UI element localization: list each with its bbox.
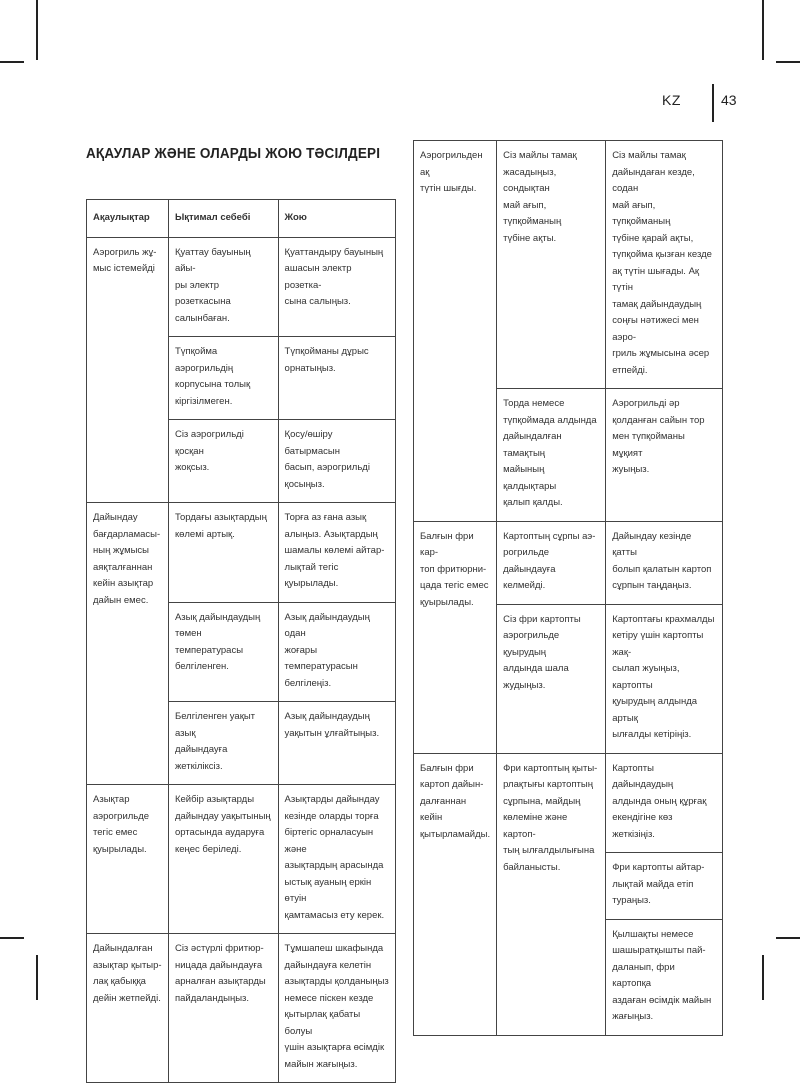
- problem-cell: Балғын фри картоп дайын- далғаннан кейін қытырламайды.: [414, 753, 497, 1035]
- cause-cell: Фри картоптың қыты- рлақтығы картоптың сұрпына, майдың көлеміне және картоп- тың ылғалдылығына байланысты.: [497, 753, 606, 1035]
- solution-cell: Азық дайындаудың одан жоғары температурасын белгілеңіз.: [278, 602, 395, 702]
- header-cause: Ықтимал себебі: [168, 200, 278, 238]
- table-row: [87, 785, 396, 934]
- solution-cell: Дайындау кезінде қатты болып қалатын картоп сұрпын таңдаңыз.: [606, 521, 723, 604]
- problem-cell: Аэрогрильден ақ түтін шығды.: [414, 141, 497, 522]
- table-row: [87, 237, 396, 337]
- solution-cell: Түпқойманы дұрыс орнатыңыз.: [278, 337, 395, 420]
- solution-cell: Азықтарды дайындау кезінде оларды торға біртегіс орналасуын және азықтардың арасында ыстық ауаның еркін өтуін қамтамасыз ету керек.: [278, 785, 395, 934]
- header-problem: Ақаулықтар: [87, 200, 169, 238]
- crop-mark: [762, 0, 764, 60]
- solution-cell: Торға аз ғана азық алыңыз. Азықтардың шамалы көлемі айтар- лықтай тегіс қуырылады.: [278, 503, 395, 603]
- solution-cell: Тұмшапеш шкафында дайындауға келетін азықтарды қолданыңыз немесе піскен кезде қытырлақ қабаты болуы үшін азықтарға өсімдік майын жағыңыз.: [278, 934, 395, 1083]
- problem-cell: Балғын фри кар- топ фритюрни- цада тегіс емес қуырылады.: [414, 521, 497, 753]
- problem-cell: Дайындау бағдарламасы- ның жұмысы аяқталғаннан кейін азықтар дайын емес.: [87, 503, 169, 785]
- table-header-row: [87, 200, 396, 238]
- problem-cell: Аэрогриль жұ- мыс істемейді: [87, 237, 169, 503]
- crop-mark: [776, 937, 800, 939]
- troubleshooting-table-right: [413, 140, 723, 1036]
- table-row: [414, 141, 723, 389]
- solution-cell: Азық дайындаудың уақытын ұлғайтыңыз.: [278, 702, 395, 785]
- problem-cell: Дайындалған азықтар қытыр- лақ қабыққа дейін жетпейді.: [87, 934, 169, 1083]
- cause-cell: Картоптың сұрпы аэ- рогрильде дайындауға келмейді.: [497, 521, 606, 604]
- language-code: KZ: [662, 92, 681, 108]
- cause-cell: Тордағы азықтардың көлемі артық.: [168, 503, 278, 603]
- crop-mark: [36, 955, 38, 1000]
- cause-cell: Сіз әстүрлі фритюр- ницада дайындауға арналған азықтарды пайдаландыңыз.: [168, 934, 278, 1083]
- crop-mark: [36, 0, 38, 60]
- table-row: [414, 753, 723, 853]
- table-row: [87, 503, 396, 603]
- cause-cell: Азық дайындаудың төмен температурасы белгіленген.: [168, 602, 278, 702]
- cause-cell: Түпқойма аэрогрильдің корпусына толық кіргізілмеген.: [168, 337, 278, 420]
- solution-cell: Қылшақты немесе шашыратқышты пай- даланып, фри картопқа аздаған өсімдік майын жағыңыз.: [606, 919, 723, 1035]
- cause-cell: Қуаттау бауының айы- ры электр розеткасына салынбаған.: [168, 237, 278, 337]
- crop-mark: [0, 61, 24, 63]
- page-number: 43: [721, 92, 737, 108]
- solution-cell: Картоптағы крахмалды кетіру үшін картопты жақ- сылап жуыңыз, картопты қуырудың алдында артық ылғалды кетіріңіз.: [606, 604, 723, 753]
- table-row: [414, 521, 723, 604]
- cause-cell: Сіз аэрогрильді қосқан жоқсыз.: [168, 420, 278, 503]
- cause-cell: Белгіленген уақыт азық дайындауға жеткіліксіз.: [168, 702, 278, 785]
- solution-cell: Картопты дайындаудың алдында оның құрғақ екендігіне көз жеткізіңіз.: [606, 753, 723, 853]
- cause-cell: Сіз фри картопты аэрогрильде қуырудың алдында шала жудыңыз.: [497, 604, 606, 753]
- solution-cell: Қуаттандыру бауының ашасын электр розетка- сына салыңыз.: [278, 237, 395, 337]
- crop-mark: [762, 955, 764, 1000]
- solution-cell: Аэрогрильді әр қолданған сайын тор мен түпқойманы мұқият жуыңыз.: [606, 389, 723, 522]
- troubleshooting-table-left: [86, 199, 396, 1083]
- cause-cell: Кейбір азықтарды дайындау уақытының ортасында аударуға кеңес беріледі.: [168, 785, 278, 934]
- crop-mark: [0, 937, 24, 939]
- solution-cell: Сіз майлы тамақ дайындаған кезде, содан май ағып, түпқойманың түбіне қарай ақты, түпқойма қызған кезде ақ түтін шығады. Ақ түтін тамақ дайындаудың соңғы нәтижесі мен аэро- гриль жұмысына әсер етпейді.: [606, 141, 723, 389]
- cause-cell: Сіз майлы тамақ жасадыңыз, сондықтан май ағып, түпқойманың түбіне ақты.: [497, 141, 606, 389]
- header-solution: Жою: [278, 200, 395, 238]
- page-title: АҚАУЛАР ЖӘНЕ ОЛАРДЫ ЖОЮ ТӘСІЛДЕРІ: [86, 146, 381, 162]
- problem-cell: Азықтар аэрогрильде тегіс емес қуырылады.: [87, 785, 169, 934]
- cause-cell: Торда немесе түпқоймада алдында дайындалған тамақтың майының қалдықтары қалып қалды.: [497, 389, 606, 522]
- header-divider: [712, 84, 714, 122]
- crop-mark: [776, 61, 800, 63]
- table-row: [87, 934, 396, 1083]
- solution-cell: Қосу/өшіру батырмасын басып, аэрогрильді қосыңыз.: [278, 420, 395, 503]
- solution-cell: Фри картопты айтар- лықтай майда етіп тураңыз.: [606, 853, 723, 920]
